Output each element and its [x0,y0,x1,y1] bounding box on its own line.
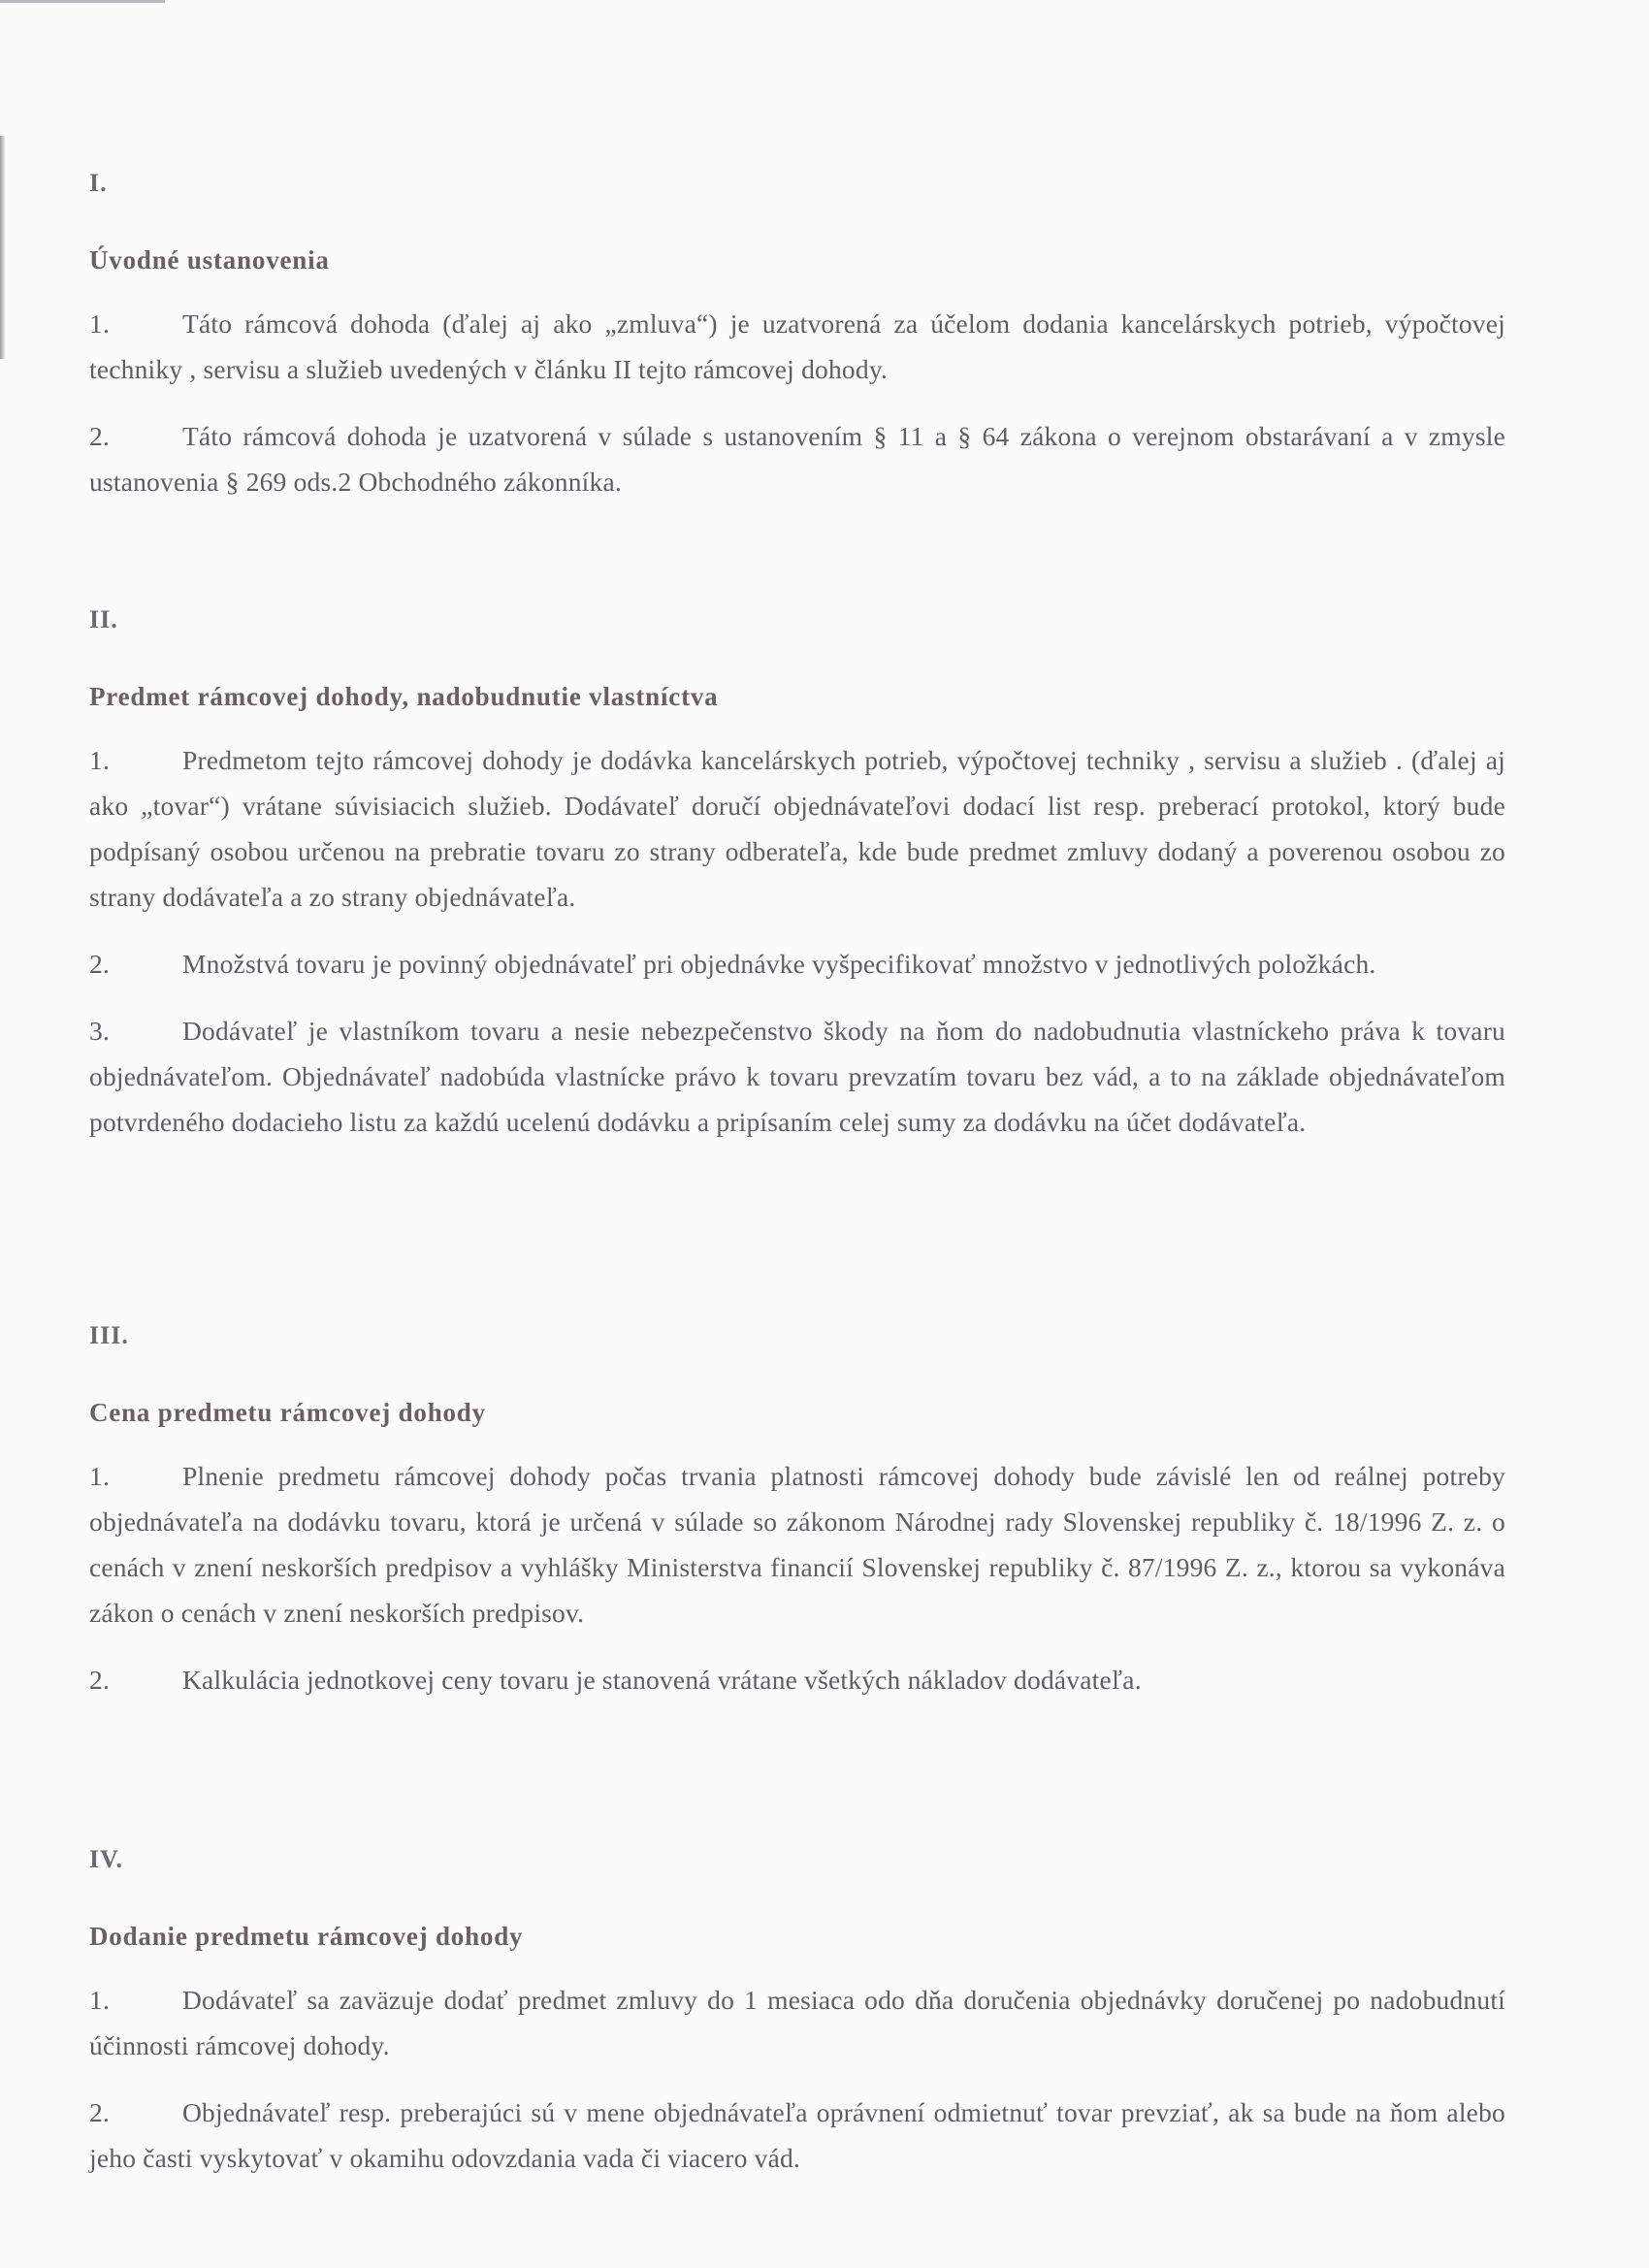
section-1 [89,167,1505,504]
section-numeral: IV. [89,1845,124,1873]
paragraph [89,2090,1505,2181]
section-heading: Dodanie predmetu rámcovej dohody [89,1922,524,1951]
paragraph-text: Táto rámcová dohoda je uzatvorená v súlade s ustanovením § 11 a § 64 zákona o verejnom obstarávaní a v zmysle ustanovenia § 269 ods.2 Obchodného zákonníka. [89,421,1505,497]
paragraph [89,1657,1505,1702]
section-2 [89,603,1505,1145]
paragraph [89,737,1505,920]
paragraph-number: 2. [89,2097,111,2127]
section-heading: Cena predmetu rámcovej dohody [89,1398,486,1427]
paragraph [89,413,1505,504]
paragraph-number: 1. [89,308,111,339]
paragraph-text: Objednávateľ resp. preberajúci sú v mene objednávateľa oprávnení odmietnuť tovar prevziať, ak sa bude na ňom alebo jeho časti vyskytovať v okamihu odovzdania vada či viacero vád. [89,2097,1505,2173]
section-numeral: II. [89,605,118,633]
paragraph-number: 3. [89,1016,111,1046]
paragraph-number: 1. [89,1461,111,1491]
section-heading: Predmet rámcovej dohody, nadobudnutie vlastníctva [89,682,719,711]
paragraph [89,301,1505,392]
paragraph-text: Kalkulácia jednotkovej ceny tovaru je stanovená vrátane všetkých nákladov dodávateľa. [182,1665,1142,1695]
paragraph-number: 2. [89,1665,111,1695]
paragraph [89,1453,1505,1636]
paragraph-number: 2. [89,949,111,979]
paragraph-number: 2. [89,421,111,451]
paragraph-number: 1. [89,745,111,775]
section-numeral: I. [89,169,108,197]
section-4 [89,1843,1505,2181]
section-3 [89,1319,1505,1702]
section-numeral: III. [89,1321,129,1349]
paragraph-text: Táto rámcová dohoda (ďalej aj ako „zmluva“) je uzatvorená za účelom dodania kancelárskych potrieb, výpočtovej techniky , servisu a služieb uvedených v článku II tejto rámcovej dohody. [89,308,1505,384]
paragraph-text: Dodávateľ je vlastníkom tovaru a nesie nebezpečenstvo škody na ňom do nadobudnutia vlastníckeho práva k tovaru objednávateľom. Objednávateľ nadobúda vlastnícke právo k tovaru prevzatím tovaru bez vád, a to na základe objednávateľom potvrdeného dodacieho listu za každú ucelenú dodávku a pripísaním celej sumy za dodávku na účet dodávateľa. [89,1016,1505,1137]
paragraph-text: Množstvá tovaru je povinný objednávateľ pri objednávke vyšpecifikovať množstvo v jednotlivých položkách. [182,949,1376,979]
paragraph-text: Predmetom tejto rámcovej dohody je dodávka kancelárskych potrieb, výpočtovej techniky , servisu a služieb . (ďalej aj ako „tovar“) vrátane súvisiacich služieb. Dodávateľ doručí objednávateľovi dodací list resp. preberací protokol, ktorý bude podpísaný osobou určenou na prebratie tovaru zo strany odberateľa, kde bude predmet zmluvy dodaný a poverenou osobou zo strany dodávateľa a zo strany objednávateľa. [89,745,1505,912]
paragraph-text: Plnenie predmetu rámcovej dohody počas trvania platnosti rámcovej dohody bude závislé len od reálnej potreby objednávateľa na dodávku tovaru, ktorá je určená v súlade so zákonom Národnej rady Slovenskej republiky č. 18/1996 Z. z. o cenách v znení neskorších predpisov a vyhlášky Ministerstva financií Slovenskej republiky č. 87/1996 Z. z., ktorou sa vykonáva zákon o cenách v znení neskorších predpisov. [89,1461,1505,1628]
paragraph [89,1008,1505,1145]
paragraph-text: Dodávateľ sa zaväzuje dodať predmet zmluvy do 1 mesiaca odo dňa doručenia objednávky doručenej po nadobudnutí účinnosti rámcovej dohody. [89,1985,1505,2060]
section-heading: Úvodné ustanovenia [89,245,330,275]
paragraph [89,1977,1505,2068]
scan-edge-top [0,0,165,3]
paragraph [89,941,1505,987]
paragraph-number: 1. [89,1985,111,2015]
scan-edge-left [0,136,6,359]
